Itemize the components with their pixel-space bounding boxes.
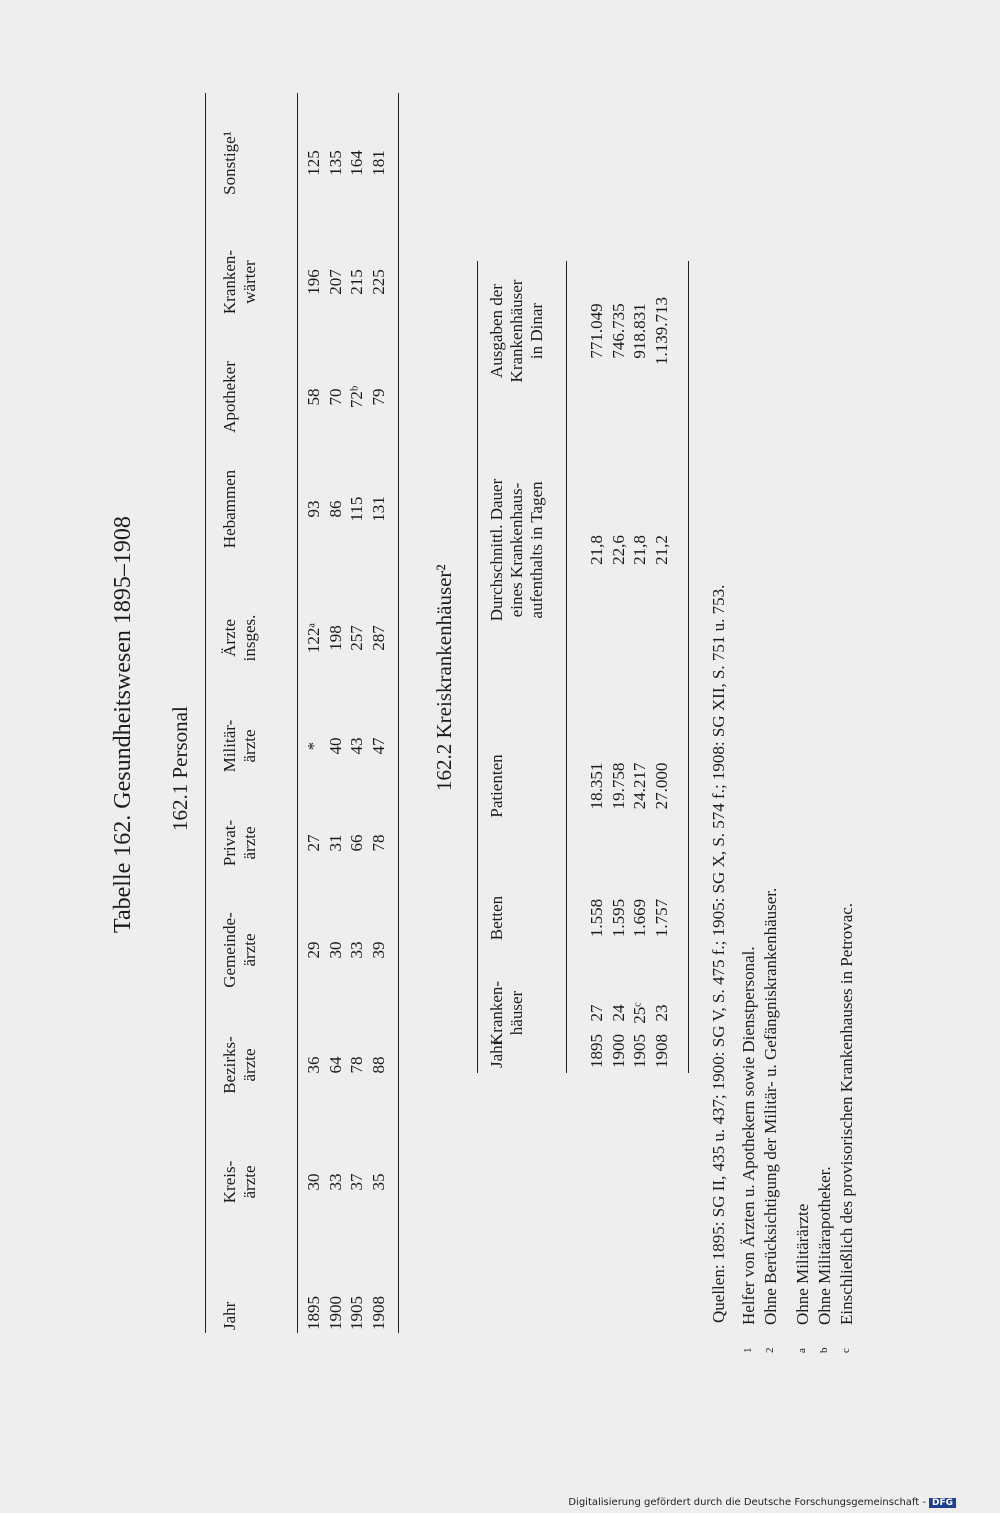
header-line: Patienten <box>487 754 506 818</box>
header-line: ärzte <box>240 1048 259 1082</box>
section2-col-header <box>487 440 547 660</box>
section2-col-header <box>487 676 507 896</box>
header-line: Ärzte <box>220 619 239 657</box>
footnote-mark: 1 <box>742 1347 754 1353</box>
table-cell: 24 <box>608 1004 628 1022</box>
table-cell: 47 <box>368 737 388 755</box>
header-line: ärzte <box>240 826 259 860</box>
table-cell: 64 <box>325 1056 345 1074</box>
header-line: ärzte <box>240 1165 259 1199</box>
table-cell: 135 <box>325 150 345 176</box>
table-cell: 30 <box>304 1173 323 1191</box>
table-cell: 225 <box>368 269 388 295</box>
table-cell: 36 <box>304 1056 323 1074</box>
table-cell: 122ᵃ <box>304 622 323 654</box>
row-year: 1905 <box>630 1034 649 1068</box>
header-line: Jahr <box>487 1039 506 1068</box>
dfg-credit <box>568 1497 956 1508</box>
table-cell: 21,8 <box>587 535 606 565</box>
table-cell: 746.735 <box>608 303 628 359</box>
table-cell: 771.049 <box>587 303 606 359</box>
table-cell: 131 <box>368 496 388 522</box>
table-cell: 215 <box>347 269 366 295</box>
header-line: Gemeinde- <box>220 912 239 988</box>
table-cell: 93 <box>304 500 323 518</box>
table-cell: 18.351 <box>587 762 606 810</box>
table1-bottom-rule <box>398 93 399 1333</box>
footnote <box>814 1166 835 1353</box>
table-cell: 918.831 <box>630 303 649 359</box>
table-cell: 181 <box>368 150 388 176</box>
table-cell: 1.558 <box>587 898 606 938</box>
table-cell: 35 <box>368 1173 388 1191</box>
table-cell: 58 <box>304 388 323 406</box>
table-cell: 72ᵇ <box>347 385 366 409</box>
table-cell: 29 <box>304 941 323 959</box>
header-line: ärzte <box>240 729 259 763</box>
table-cell: 37 <box>347 1173 366 1191</box>
table-title: Tabelle 162. Gesundheitswesen 1895–1908 <box>110 516 136 933</box>
table2-top-rule <box>477 261 478 1073</box>
section1-col-header <box>220 1302 240 1330</box>
table-cell: 287 <box>368 625 388 651</box>
table-cell: 1.139.713 <box>651 297 671 365</box>
table-cell: 25ᶜ <box>630 1002 649 1024</box>
header-line: eines Krankenhaus- <box>507 482 526 618</box>
table-cell: 257 <box>347 625 366 651</box>
header-line: Sonstige¹ <box>220 131 239 195</box>
row-year: 1900 <box>325 1296 345 1330</box>
table-cell: 78 <box>368 834 388 852</box>
table-cell: 33 <box>347 941 366 959</box>
footnote-mark: a <box>796 1348 808 1353</box>
header-line: Hebammen <box>220 469 239 549</box>
table-cell: 66 <box>347 834 366 852</box>
header-line: wärter <box>240 260 259 304</box>
table1-header-rule <box>297 93 298 1333</box>
row-year: 1908 <box>651 1034 671 1068</box>
footnote-text: Einschließlich des provisorischen Krankenhauses in Petrovac. <box>837 902 856 1325</box>
section2-col-header <box>487 221 547 441</box>
credit-text: Digitalisierung gefördert durch die Deutsche Forschungsgemeinschaft - <box>568 1497 926 1508</box>
footnote-mark: b <box>818 1347 830 1353</box>
header-line: insges. <box>240 614 259 662</box>
header-line: Krankenhäuser <box>507 279 526 383</box>
footnote <box>760 888 781 1353</box>
footnote-mark: c <box>840 1348 852 1353</box>
table-cell: * <box>304 741 323 751</box>
table-cell: 78 <box>347 1056 366 1074</box>
table-cell: 115 <box>347 496 366 522</box>
header-line: Jahr <box>220 1301 239 1330</box>
header-line: in Dinar <box>527 302 546 360</box>
footnote-text: Ohne Militärärzte <box>793 1203 812 1325</box>
table-cell: 125 <box>304 150 323 176</box>
section2-heading: 162.2 Kreiskrankenhäuser² <box>432 564 456 791</box>
table2-bottom-rule <box>688 261 689 1073</box>
header-line: Bezirks- <box>220 1036 239 1094</box>
header-line: Ausgaben der <box>487 284 506 378</box>
table-cell: 1.757 <box>651 898 671 938</box>
header-line: Kreis- <box>220 1160 239 1204</box>
header-line: Militär- <box>220 719 239 773</box>
table-cell: 21,2 <box>651 535 671 565</box>
footnote-text: Ohne Berücksichtigung der Militär- u. Gefängniskrankenhäuser. <box>761 887 780 1325</box>
table-cell: 40 <box>325 737 345 755</box>
row-year: 1905 <box>347 1296 366 1330</box>
row-year: 1895 <box>587 1034 606 1068</box>
header-line: Kranken- <box>487 980 506 1046</box>
footnote <box>738 946 759 1353</box>
header-line: ärzte <box>240 933 259 967</box>
table-cell: 70 <box>325 388 345 406</box>
header-line: aufenthalts in Tagen <box>527 481 546 619</box>
table-cell: 198 <box>325 625 345 651</box>
row-year: 1900 <box>608 1034 628 1068</box>
header-line: Betten <box>487 895 506 941</box>
row-year: 1908 <box>368 1296 388 1330</box>
table-cell: 79 <box>368 388 388 406</box>
table-cell: 23 <box>651 1004 671 1022</box>
footnote <box>792 1204 813 1353</box>
table-cell: 39 <box>368 941 388 959</box>
table-cell: 19.758 <box>608 762 628 810</box>
table-cell: 21,8 <box>630 535 649 565</box>
table1-top-rule <box>205 93 206 1333</box>
footnote <box>836 903 857 1353</box>
header-line: Privat- <box>220 819 239 867</box>
table-cell: 33 <box>325 1173 345 1191</box>
table-cell: 207 <box>325 269 345 295</box>
table-cell: 24.217 <box>630 762 649 810</box>
dfg-logo: DFG <box>929 1498 956 1508</box>
header-line: Durchschnittl. Dauer <box>487 478 506 622</box>
table2-header-rule <box>566 261 567 1073</box>
section1-heading: 162.1 Personal <box>168 706 192 831</box>
footnote-mark: 2 <box>764 1347 776 1353</box>
sources-line: Quellen: 1895: SG II, 435 u. 437; 1900: SG V, S. 475 f.; 1905: SG X, S. 574 f.; 1908: SG XII, S. 751 u. 753. <box>709 584 728 1323</box>
header-line: Kranken- <box>220 249 239 315</box>
table-cell: 22,6 <box>608 535 628 565</box>
footnote-text: Ohne Militärapotheker. <box>815 1166 834 1325</box>
table-cell: 27 <box>304 834 323 852</box>
table-cell: 27.000 <box>651 762 671 810</box>
section1-col-header <box>220 53 240 273</box>
table-cell: 30 <box>325 941 345 959</box>
table-cell: 86 <box>325 500 345 518</box>
table-cell: 196 <box>304 269 323 295</box>
row-year: 1895 <box>304 1296 323 1330</box>
table-cell: 164 <box>347 150 366 176</box>
table-cell: 1.669 <box>630 898 649 938</box>
table-cell: 88 <box>368 1056 388 1074</box>
table-cell: 31 <box>325 834 345 852</box>
header-line: häuser <box>507 990 526 1036</box>
footnote-text: Helfer von Ärzten u. Apothekern sowie Dienstpersonal. <box>739 946 758 1325</box>
table-cell: 43 <box>347 737 366 755</box>
table-cell: 27 <box>587 1004 606 1022</box>
header-line: Apotheker <box>220 361 239 433</box>
table-cell: 1.595 <box>608 898 628 938</box>
